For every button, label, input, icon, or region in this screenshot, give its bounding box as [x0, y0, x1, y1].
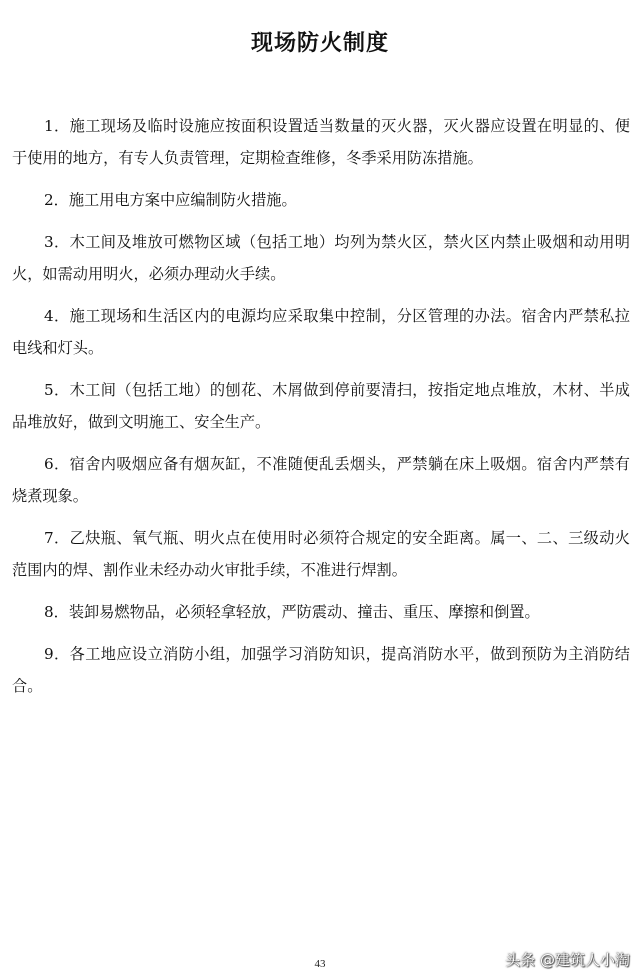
watermark: 头条 @建筑人小淘 [505, 951, 630, 969]
rule-item-3: 3．木工间及堆放可燃物区域（包括工地）均列为禁火区，禁火区内禁止吸烟和动用明火，如需动用明火，必须办理动火手续。 [12, 233, 630, 283]
document-body [12, 110, 630, 712]
rule-item-6: 6．宿舍内吸烟应备有烟灰缸，不准随便乱丢烟头，严禁躺在床上吸烟。宿舍内严禁有烧煮现象。 [12, 455, 630, 505]
rule-item-9: 9．各工地应设立消防小组，加强学习消防知识，提高消防水平，做到预防为主消防结合。 [12, 645, 630, 695]
rule-item-1: 1．施工现场及临时设施应按面积设置适当数量的灭火器，灭火器应设置在明显的、便于使用的地方，有专人负责管理，定期检查维修，冬季采用防冻措施。 [12, 117, 630, 167]
page-number: 43 [314, 958, 326, 970]
document-title: 现场防火制度 [250, 31, 389, 56]
rule-item-2: 2．施工用电方案中应编制防火措施。 [44, 191, 297, 209]
rule-item-4: 4．施工现场和生活区内的电源均应采取集中控制，分区管理的办法。宿舍内严禁私拉电线和灯头。 [12, 307, 630, 357]
rule-item-7: 7．乙炔瓶、氧气瓶、明火点在使用时必须符合规定的安全距离。属一、二、三级动火范围内的焊、割作业未经办动火审批手续，不准进行焊割。 [12, 529, 630, 579]
rule-item-8: 8．装卸易燃物品，必须轻拿轻放，严防震动、撞击、重压、摩擦和倒置。 [44, 603, 540, 621]
rule-item-5: 5．木工间（包括工地）的刨花、木屑做到停前要清扫，按指定地点堆放，木材、半成品堆放好，做到文明施工、安全生产。 [12, 381, 630, 431]
